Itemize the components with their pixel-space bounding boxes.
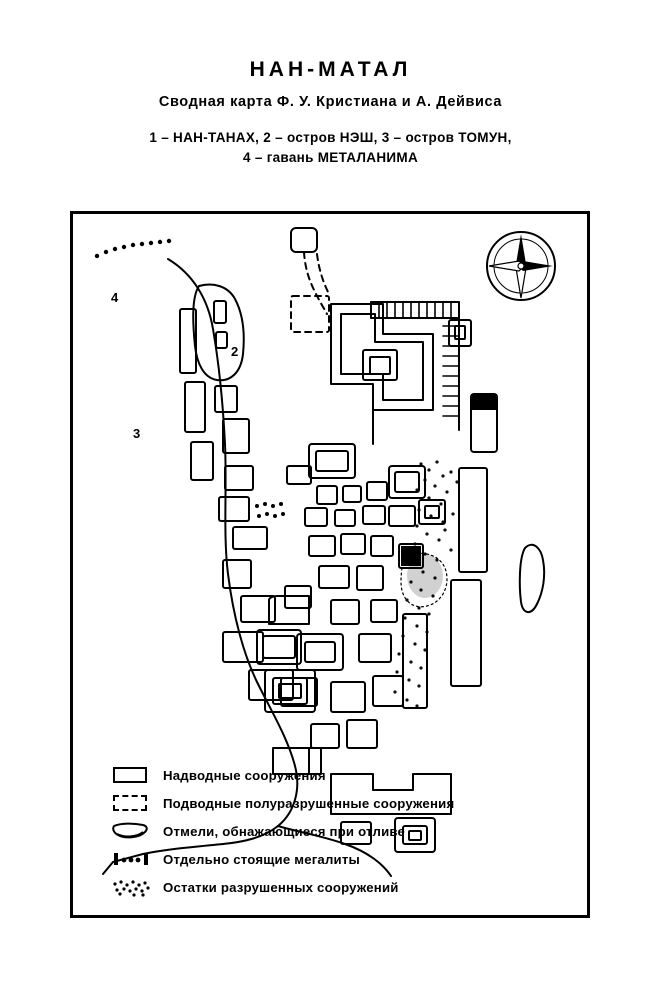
key-item-shoals — [109, 818, 559, 844]
page-title: НАН-МАТАЛ — [249, 58, 412, 81]
shoal-shape-icon — [109, 820, 153, 842]
key-label-shoals: Отмели, обнажающиеся при отливе — [163, 823, 406, 839]
key-label-submerged-structures: Подводные полуразрушенные сооружения — [163, 795, 455, 811]
key-label-megaliths: Отдельно стоящие мегалиты — [163, 851, 360, 867]
map-label-2: 2 — [231, 344, 239, 359]
solid-rectangle-icon — [109, 764, 153, 786]
index-line-1: 1 – НАН-ТАНАХ, 2 – остров НЭШ, 3 – остров ТОМУН, — [149, 130, 512, 145]
key-item-submerged-structures — [109, 790, 559, 816]
key-label-ruins: Остатки разрушенных сооружений — [163, 879, 399, 895]
map-label-4: 4 — [111, 290, 119, 305]
map-canvas — [73, 214, 587, 915]
map-frame — [70, 211, 590, 918]
compass-rose-graphic — [487, 232, 555, 300]
key-label-surface-structures: Надводные сооружения — [163, 767, 326, 783]
page-subtitle: Сводная карта Ф. У. Кристиана и А. Дейвиса — [158, 94, 503, 110]
map-key — [109, 762, 559, 902]
index-line-2: 4 – гавань МЕТАЛАНИМА — [242, 149, 418, 165]
megalith-dots-icon — [109, 848, 153, 870]
key-item-megaliths — [109, 846, 559, 872]
map-label-3: 3 — [133, 426, 141, 441]
key-item-ruins — [109, 874, 559, 900]
dashed-rectangle-icon — [109, 792, 153, 814]
key-item-surface-structures — [109, 762, 559, 788]
rubble-stipple-icon — [109, 876, 153, 898]
heading-block — [0, 58, 661, 167]
